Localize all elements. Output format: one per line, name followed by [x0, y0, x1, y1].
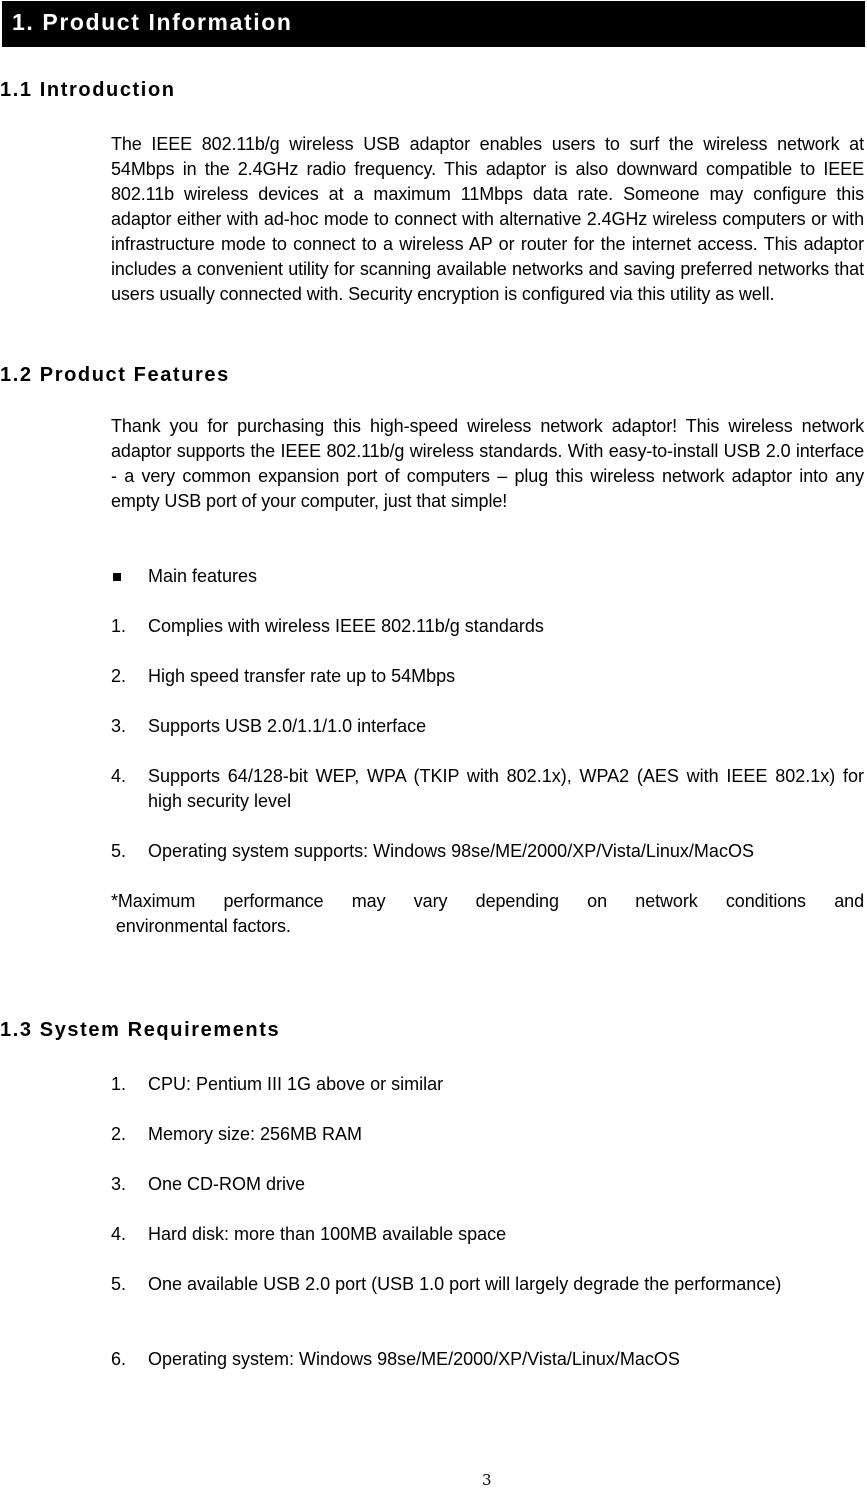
requirement-item: 2. Memory size: 256MB RAM: [111, 1124, 363, 1144]
square-bullet-icon: [113, 573, 121, 581]
main-features-label: Main features: [111, 564, 864, 589]
requirement-item: 4. Hard disk: more than 100MB available space: [111, 1224, 507, 1244]
chapter-title: 1. Product Information: [12, 9, 293, 35]
features-paragraph: Thank you for purchasing this high-speed wireless network adaptor! This wireless network adaptor supports the IEEE 802.11b/g wireless standards. With easy-to-install USB 2.0 interface - a very common expansion port of computers – plug this wireless network adaptor into any empty USB port of your computer, just that simple!: [111, 416, 864, 511]
chapter-banner: [2, 1, 865, 47]
performance-note-line1: *Maximum performance may vary depending on network conditions and: [111, 891, 864, 911]
feature-item: 2. High speed transfer rate up to 54Mbps: [111, 666, 456, 686]
feature-item: 5. Operating system supports: Windows 98se/ME/2000/XP/Vista/Linux/MacOS: [111, 841, 754, 861]
feature-item: 4. Supports 64/128-bit WEP, WPA (TKIP with 802.1x), WPA2 (AES with IEEE 802.1x) for high security level: [111, 766, 864, 811]
feature-item: 3. Supports USB 2.0/1.1/1.0 interface: [111, 716, 427, 736]
requirement-item: 3. One CD-ROM drive: [111, 1174, 306, 1194]
requirement-item: 6. Operating system: Windows 98se/ME/2000/XP/Vista/Linux/MacOS: [111, 1349, 680, 1369]
performance-note-line2: environmental factors.: [111, 916, 291, 936]
introduction-paragraph: The IEEE 802.11b/g wireless USB adaptor enables users to surf the wireless network at 54Mbps in the 2.4GHz radio frequency. This adaptor is also downward compatible to IEEE 802.11b wireless devices at a maximum 11Mbps data rate. Someone may configure this adaptor either with ad-hoc mode to connect with alternative 2.4GHz wireless computers or with infrastructure mode to connect to a wireless AP or router for the internet access. This adaptor includes a convenient utility for scanning available networks and saving preferred networks that users usually connected with. Security encryption is configured via this utility as well.: [111, 134, 864, 304]
page-number: 3: [482, 1471, 492, 1489]
requirement-item: 5. One available USB 2.0 port (USB 1.0 port will largely degrade the performance): [111, 1274, 782, 1294]
section-heading-requirements: 1.3 System Requirements: [0, 1019, 281, 1041]
section-heading-introduction: 1.1 Introduction: [0, 79, 176, 101]
requirement-item: 1. CPU: Pentium III 1G above or similar: [111, 1074, 444, 1094]
section-heading-features: 1.2 Product Features: [0, 364, 230, 386]
feature-item: 1. Complies with wireless IEEE 802.11b/g standards: [111, 616, 544, 636]
